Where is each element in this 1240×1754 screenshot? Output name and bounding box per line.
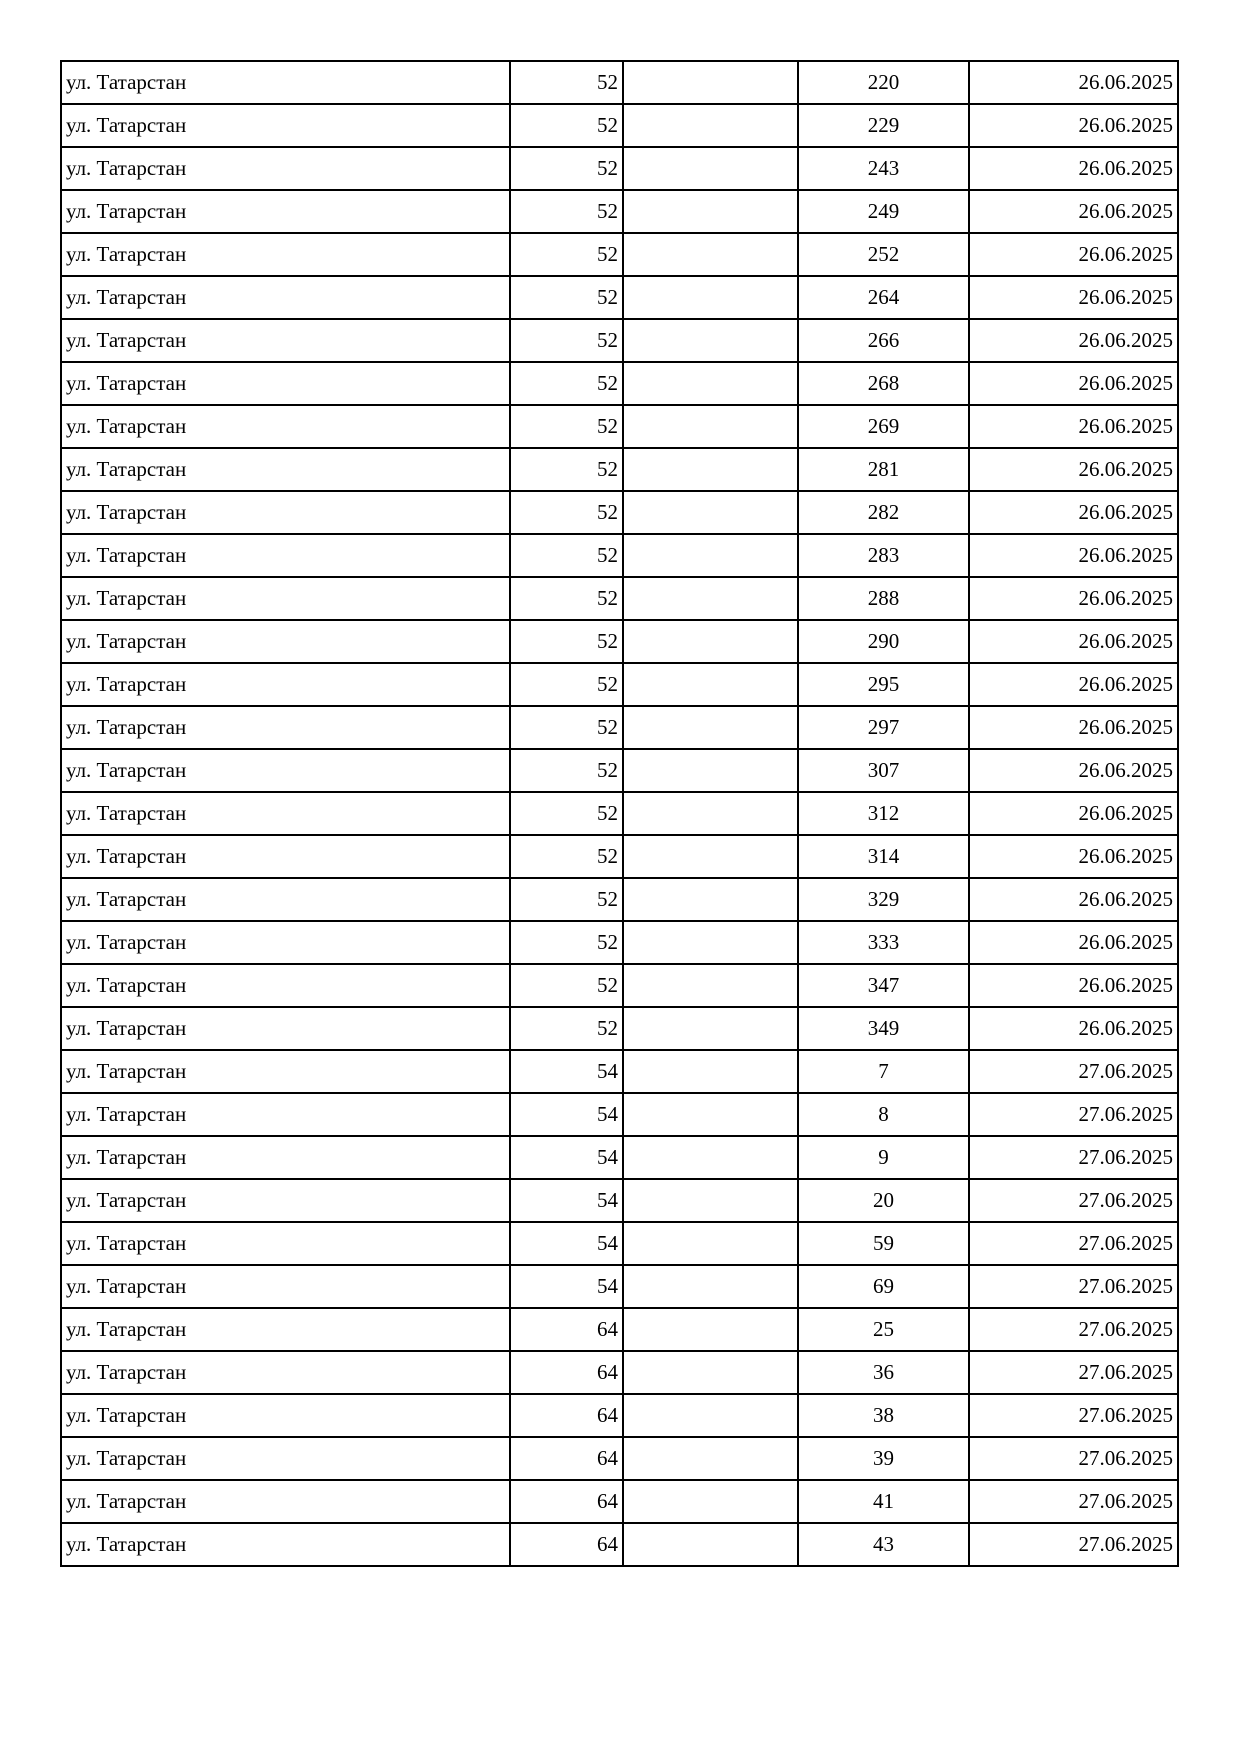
street-cell: ул. Татарстан bbox=[61, 964, 510, 1007]
block-cell bbox=[623, 362, 798, 405]
date-cell: 26.06.2025 bbox=[969, 749, 1178, 792]
apartment-number-cell: 307 bbox=[798, 749, 969, 792]
block-cell bbox=[623, 61, 798, 104]
house-number-cell: 54 bbox=[510, 1265, 623, 1308]
block-cell bbox=[623, 1093, 798, 1136]
table-row bbox=[61, 319, 1178, 362]
house-number-cell: 64 bbox=[510, 1308, 623, 1351]
date-cell: 26.06.2025 bbox=[969, 835, 1178, 878]
house-number-cell: 52 bbox=[510, 964, 623, 1007]
apartment-number-cell: 25 bbox=[798, 1308, 969, 1351]
apartment-number-cell: 43 bbox=[798, 1523, 969, 1566]
house-number-cell: 52 bbox=[510, 1007, 623, 1050]
apartment-number-cell: 295 bbox=[798, 663, 969, 706]
table-row bbox=[61, 448, 1178, 491]
apartment-number-cell: 249 bbox=[798, 190, 969, 233]
block-cell bbox=[623, 964, 798, 1007]
apartment-number-cell: 282 bbox=[798, 491, 969, 534]
apartment-number-cell: 9 bbox=[798, 1136, 969, 1179]
date-cell: 27.06.2025 bbox=[969, 1480, 1178, 1523]
block-cell bbox=[623, 1437, 798, 1480]
street-cell: ул. Татарстан bbox=[61, 147, 510, 190]
apartment-number-cell: 290 bbox=[798, 620, 969, 663]
house-number-cell: 52 bbox=[510, 448, 623, 491]
apartment-number-cell: 39 bbox=[798, 1437, 969, 1480]
apartment-number-cell: 20 bbox=[798, 1179, 969, 1222]
apartment-number-cell: 314 bbox=[798, 835, 969, 878]
table-row bbox=[61, 921, 1178, 964]
table-row bbox=[61, 534, 1178, 577]
table-row bbox=[61, 835, 1178, 878]
street-cell: ул. Татарстан bbox=[61, 190, 510, 233]
street-cell: ул. Татарстан bbox=[61, 362, 510, 405]
date-cell: 26.06.2025 bbox=[969, 190, 1178, 233]
apartment-number-cell: 264 bbox=[798, 276, 969, 319]
apartment-number-cell: 8 bbox=[798, 1093, 969, 1136]
block-cell bbox=[623, 448, 798, 491]
block-cell bbox=[623, 147, 798, 190]
block-cell bbox=[623, 276, 798, 319]
block-cell bbox=[623, 1480, 798, 1523]
apartment-number-cell: 268 bbox=[798, 362, 969, 405]
street-cell: ул. Татарстан bbox=[61, 1050, 510, 1093]
house-number-cell: 52 bbox=[510, 61, 623, 104]
street-cell: ул. Татарстан bbox=[61, 706, 510, 749]
house-number-cell: 52 bbox=[510, 921, 623, 964]
date-cell: 27.06.2025 bbox=[969, 1265, 1178, 1308]
street-cell: ул. Татарстан bbox=[61, 835, 510, 878]
address-table-body bbox=[61, 61, 1178, 1566]
house-number-cell: 52 bbox=[510, 792, 623, 835]
street-cell: ул. Татарстан bbox=[61, 319, 510, 362]
date-cell: 26.06.2025 bbox=[969, 319, 1178, 362]
date-cell: 26.06.2025 bbox=[969, 448, 1178, 491]
house-number-cell: 52 bbox=[510, 319, 623, 362]
street-cell: ул. Татарстан bbox=[61, 1265, 510, 1308]
house-number-cell: 52 bbox=[510, 534, 623, 577]
house-number-cell: 64 bbox=[510, 1394, 623, 1437]
date-cell: 27.06.2025 bbox=[969, 1437, 1178, 1480]
house-number-cell: 52 bbox=[510, 835, 623, 878]
table-row bbox=[61, 1523, 1178, 1566]
house-number-cell: 52 bbox=[510, 878, 623, 921]
block-cell bbox=[623, 491, 798, 534]
street-cell: ул. Татарстан bbox=[61, 792, 510, 835]
apartment-number-cell: 349 bbox=[798, 1007, 969, 1050]
address-table bbox=[60, 60, 1179, 1567]
house-number-cell: 52 bbox=[510, 620, 623, 663]
block-cell bbox=[623, 663, 798, 706]
apartment-number-cell: 329 bbox=[798, 878, 969, 921]
table-row bbox=[61, 1136, 1178, 1179]
street-cell: ул. Татарстан bbox=[61, 620, 510, 663]
block-cell bbox=[623, 620, 798, 663]
street-cell: ул. Татарстан bbox=[61, 1437, 510, 1480]
date-cell: 26.06.2025 bbox=[969, 792, 1178, 835]
date-cell: 26.06.2025 bbox=[969, 147, 1178, 190]
date-cell: 27.06.2025 bbox=[969, 1136, 1178, 1179]
block-cell bbox=[623, 319, 798, 362]
apartment-number-cell: 283 bbox=[798, 534, 969, 577]
apartment-number-cell: 288 bbox=[798, 577, 969, 620]
apartment-number-cell: 229 bbox=[798, 104, 969, 147]
apartment-number-cell: 7 bbox=[798, 1050, 969, 1093]
table-row bbox=[61, 663, 1178, 706]
street-cell: ул. Татарстан bbox=[61, 1480, 510, 1523]
date-cell: 27.06.2025 bbox=[969, 1308, 1178, 1351]
apartment-number-cell: 269 bbox=[798, 405, 969, 448]
apartment-number-cell: 347 bbox=[798, 964, 969, 1007]
table-row bbox=[61, 1351, 1178, 1394]
block-cell bbox=[623, 577, 798, 620]
date-cell: 26.06.2025 bbox=[969, 362, 1178, 405]
house-number-cell: 52 bbox=[510, 577, 623, 620]
table-row bbox=[61, 1222, 1178, 1265]
block-cell bbox=[623, 878, 798, 921]
house-number-cell: 54 bbox=[510, 1050, 623, 1093]
house-number-cell: 64 bbox=[510, 1437, 623, 1480]
house-number-cell: 54 bbox=[510, 1136, 623, 1179]
block-cell bbox=[623, 1394, 798, 1437]
apartment-number-cell: 333 bbox=[798, 921, 969, 964]
table-row bbox=[61, 577, 1178, 620]
block-cell bbox=[623, 1523, 798, 1566]
block-cell bbox=[623, 1351, 798, 1394]
house-number-cell: 52 bbox=[510, 706, 623, 749]
table-row bbox=[61, 233, 1178, 276]
house-number-cell: 52 bbox=[510, 362, 623, 405]
table-row bbox=[61, 1394, 1178, 1437]
block-cell bbox=[623, 835, 798, 878]
apartment-number-cell: 312 bbox=[798, 792, 969, 835]
house-number-cell: 54 bbox=[510, 1093, 623, 1136]
table-row bbox=[61, 1437, 1178, 1480]
table-row bbox=[61, 620, 1178, 663]
table-row bbox=[61, 1179, 1178, 1222]
apartment-number-cell: 59 bbox=[798, 1222, 969, 1265]
house-number-cell: 52 bbox=[510, 233, 623, 276]
block-cell bbox=[623, 1222, 798, 1265]
block-cell bbox=[623, 1265, 798, 1308]
block-cell bbox=[623, 190, 798, 233]
house-number-cell: 52 bbox=[510, 405, 623, 448]
block-cell bbox=[623, 1007, 798, 1050]
table-row bbox=[61, 147, 1178, 190]
apartment-number-cell: 243 bbox=[798, 147, 969, 190]
date-cell: 27.06.2025 bbox=[969, 1093, 1178, 1136]
apartment-number-cell: 266 bbox=[798, 319, 969, 362]
table-row bbox=[61, 1308, 1178, 1351]
block-cell bbox=[623, 104, 798, 147]
apartment-number-cell: 297 bbox=[798, 706, 969, 749]
street-cell: ул. Татарстан bbox=[61, 448, 510, 491]
table-row bbox=[61, 1480, 1178, 1523]
date-cell: 27.06.2025 bbox=[969, 1394, 1178, 1437]
street-cell: ул. Татарстан bbox=[61, 61, 510, 104]
date-cell: 26.06.2025 bbox=[969, 663, 1178, 706]
street-cell: ул. Татарстан bbox=[61, 1007, 510, 1050]
date-cell: 26.06.2025 bbox=[969, 706, 1178, 749]
block-cell bbox=[623, 706, 798, 749]
street-cell: ул. Татарстан bbox=[61, 749, 510, 792]
street-cell: ул. Татарстан bbox=[61, 1093, 510, 1136]
apartment-number-cell: 38 bbox=[798, 1394, 969, 1437]
apartment-number-cell: 252 bbox=[798, 233, 969, 276]
house-number-cell: 52 bbox=[510, 190, 623, 233]
table-row bbox=[61, 1093, 1178, 1136]
date-cell: 27.06.2025 bbox=[969, 1523, 1178, 1566]
house-number-cell: 64 bbox=[510, 1351, 623, 1394]
date-cell: 26.06.2025 bbox=[969, 491, 1178, 534]
date-cell: 26.06.2025 bbox=[969, 405, 1178, 448]
table-row bbox=[61, 104, 1178, 147]
house-number-cell: 54 bbox=[510, 1179, 623, 1222]
table-row bbox=[61, 878, 1178, 921]
date-cell: 26.06.2025 bbox=[969, 964, 1178, 1007]
table-row bbox=[61, 491, 1178, 534]
apartment-number-cell: 220 bbox=[798, 61, 969, 104]
date-cell: 26.06.2025 bbox=[969, 61, 1178, 104]
street-cell: ул. Татарстан bbox=[61, 1136, 510, 1179]
table-row bbox=[61, 792, 1178, 835]
house-number-cell: 64 bbox=[510, 1480, 623, 1523]
apartment-number-cell: 281 bbox=[798, 448, 969, 491]
table-row bbox=[61, 190, 1178, 233]
table-row bbox=[61, 362, 1178, 405]
street-cell: ул. Татарстан bbox=[61, 534, 510, 577]
block-cell bbox=[623, 749, 798, 792]
date-cell: 26.06.2025 bbox=[969, 1007, 1178, 1050]
table-row bbox=[61, 749, 1178, 792]
street-cell: ул. Татарстан bbox=[61, 878, 510, 921]
house-number-cell: 52 bbox=[510, 749, 623, 792]
house-number-cell: 52 bbox=[510, 663, 623, 706]
street-cell: ул. Татарстан bbox=[61, 405, 510, 448]
street-cell: ул. Татарстан bbox=[61, 1351, 510, 1394]
house-number-cell: 52 bbox=[510, 147, 623, 190]
table-row bbox=[61, 405, 1178, 448]
date-cell: 26.06.2025 bbox=[969, 620, 1178, 663]
date-cell: 26.06.2025 bbox=[969, 104, 1178, 147]
apartment-number-cell: 41 bbox=[798, 1480, 969, 1523]
block-cell bbox=[623, 1179, 798, 1222]
street-cell: ул. Татарстан bbox=[61, 921, 510, 964]
street-cell: ул. Татарстан bbox=[61, 491, 510, 534]
table-row bbox=[61, 706, 1178, 749]
block-cell bbox=[623, 921, 798, 964]
street-cell: ул. Татарстан bbox=[61, 1523, 510, 1566]
street-cell: ул. Татарстан bbox=[61, 1394, 510, 1437]
date-cell: 27.06.2025 bbox=[969, 1222, 1178, 1265]
street-cell: ул. Татарстан bbox=[61, 233, 510, 276]
street-cell: ул. Татарстан bbox=[61, 1222, 510, 1265]
table-row bbox=[61, 1265, 1178, 1308]
date-cell: 26.06.2025 bbox=[969, 921, 1178, 964]
table-row bbox=[61, 1007, 1178, 1050]
date-cell: 26.06.2025 bbox=[969, 233, 1178, 276]
block-cell bbox=[623, 233, 798, 276]
table-row bbox=[61, 1050, 1178, 1093]
block-cell bbox=[623, 405, 798, 448]
apartment-number-cell: 69 bbox=[798, 1265, 969, 1308]
street-cell: ул. Татарстан bbox=[61, 276, 510, 319]
block-cell bbox=[623, 1136, 798, 1179]
house-number-cell: 52 bbox=[510, 104, 623, 147]
date-cell: 26.06.2025 bbox=[969, 276, 1178, 319]
street-cell: ул. Татарстан bbox=[61, 1179, 510, 1222]
date-cell: 27.06.2025 bbox=[969, 1351, 1178, 1394]
apartment-number-cell: 36 bbox=[798, 1351, 969, 1394]
date-cell: 26.06.2025 bbox=[969, 577, 1178, 620]
street-cell: ул. Татарстан bbox=[61, 663, 510, 706]
table-row bbox=[61, 964, 1178, 1007]
street-cell: ул. Татарстан bbox=[61, 104, 510, 147]
block-cell bbox=[623, 792, 798, 835]
house-number-cell: 64 bbox=[510, 1523, 623, 1566]
date-cell: 27.06.2025 bbox=[969, 1179, 1178, 1222]
house-number-cell: 52 bbox=[510, 491, 623, 534]
block-cell bbox=[623, 534, 798, 577]
date-cell: 26.06.2025 bbox=[969, 878, 1178, 921]
block-cell bbox=[623, 1050, 798, 1093]
date-cell: 27.06.2025 bbox=[969, 1050, 1178, 1093]
street-cell: ул. Татарстан bbox=[61, 1308, 510, 1351]
house-number-cell: 54 bbox=[510, 1222, 623, 1265]
street-cell: ул. Татарстан bbox=[61, 577, 510, 620]
date-cell: 26.06.2025 bbox=[969, 534, 1178, 577]
house-number-cell: 52 bbox=[510, 276, 623, 319]
table-row bbox=[61, 276, 1178, 319]
table-row bbox=[61, 61, 1178, 104]
block-cell bbox=[623, 1308, 798, 1351]
